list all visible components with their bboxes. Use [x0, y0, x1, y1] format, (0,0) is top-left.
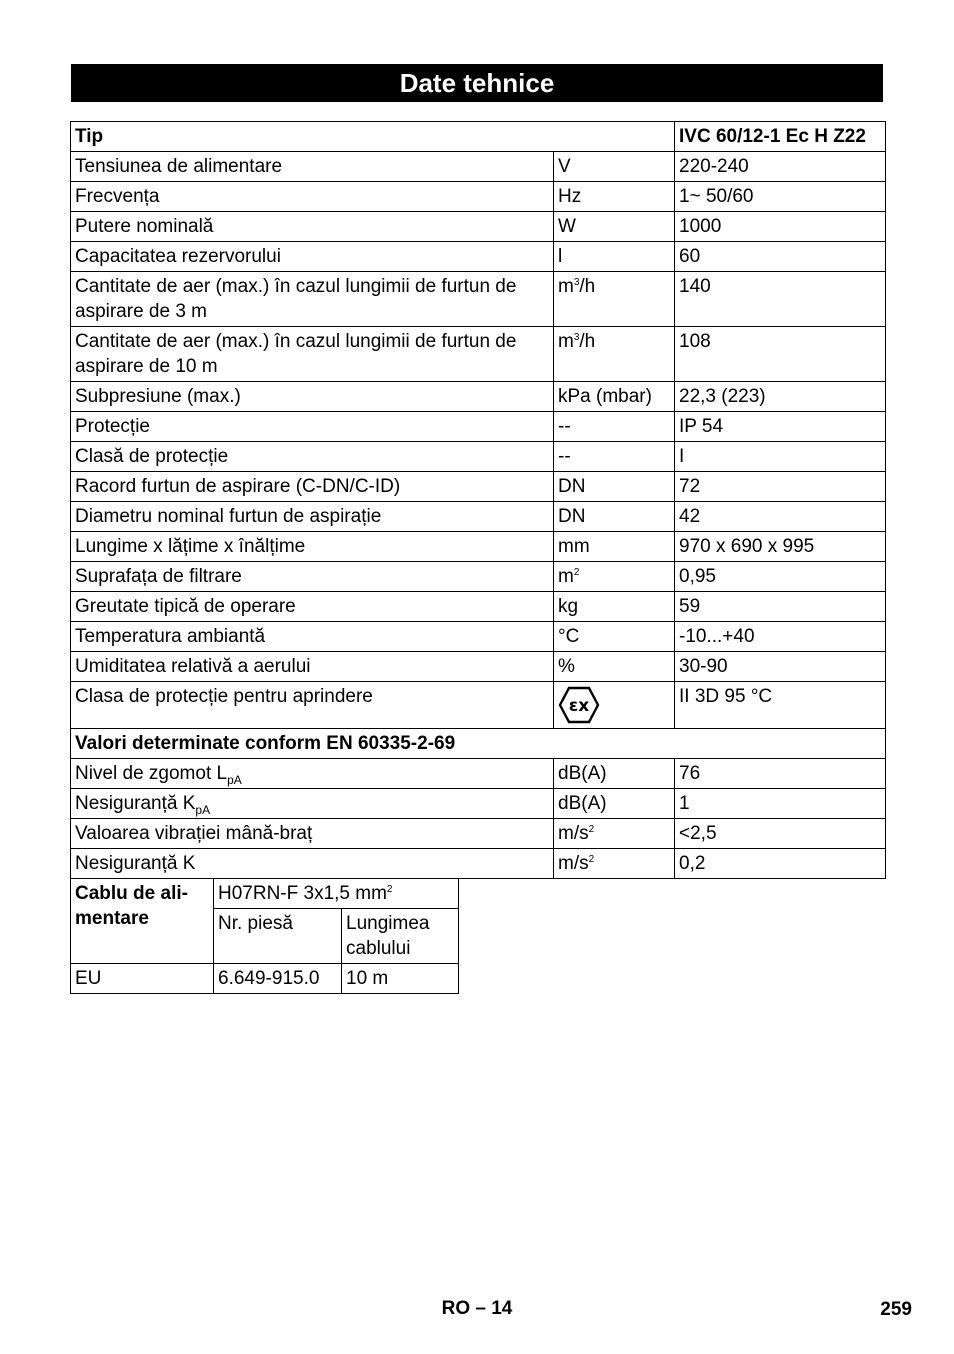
footer-section-label: RO – 14: [441, 1298, 513, 1319]
table-row: [71, 182, 886, 212]
table-row: [71, 472, 886, 502]
value-cell: 1000: [675, 212, 886, 242]
unit-superscript: 2: [573, 567, 580, 578]
param-cell: Cantitate de aer (max.) în cazul lungimii de furtun de aspirare de 10 m: [71, 327, 554, 382]
table-row: [71, 502, 886, 532]
unit-superscript: 2: [588, 824, 595, 835]
unit-cell: DN: [554, 502, 675, 532]
unit-cell: kPa (mbar): [554, 382, 675, 412]
part-number-cell: 6.649-915.0: [214, 964, 342, 994]
table-row: [71, 819, 886, 849]
value-cell: 970 x 690 x 995: [675, 532, 886, 562]
model-name: IVC 60/12-1 Ec H Z22: [675, 122, 886, 152]
cable-type-base: H07RN-F 3x1,5 mm: [218, 883, 387, 904]
table-row: [71, 652, 886, 682]
cable-label-line1: Cablu de ali-: [75, 883, 188, 904]
unit-superscript: 3: [573, 277, 580, 288]
table-row: [71, 382, 886, 412]
ex-hexagon-icon: [558, 686, 600, 724]
table-row: [71, 789, 886, 819]
table-row: [71, 532, 886, 562]
section-heading: Valori determinate conform EN 60335-2-69: [71, 729, 886, 759]
cable-type-superscript: 2: [386, 884, 393, 895]
unit-rest: /h: [579, 331, 596, 352]
unit-base: m: [558, 566, 574, 587]
cable-length-header: [342, 909, 459, 964]
unit-cell: mm: [554, 532, 675, 562]
table-row: [71, 682, 886, 729]
value-cell: 140: [675, 272, 886, 327]
table-row: [71, 327, 886, 382]
cable-label-line2: mentare: [75, 908, 149, 929]
unit-superscript: 2: [588, 854, 595, 865]
value-cell: 1~ 50/60: [675, 182, 886, 212]
table-row: [71, 849, 886, 879]
unit-cell: %: [554, 652, 675, 682]
unit-base: m: [558, 331, 574, 352]
cable-length-cell: 10 m: [342, 964, 459, 994]
param-cell: Suprafața de filtrare: [71, 562, 554, 592]
table-row: [71, 592, 886, 622]
value-cell: I: [675, 442, 886, 472]
unit-cell: [554, 682, 675, 729]
cable-length-header-line2: cablului: [346, 938, 411, 959]
table-row: [71, 562, 886, 592]
unit-cell: °C: [554, 622, 675, 652]
cable-type-row: [71, 879, 459, 909]
value-cell: 0,2: [675, 849, 886, 879]
param-cell: [71, 759, 554, 789]
cable-type: [214, 879, 459, 909]
unit-cell: [554, 849, 675, 879]
value-cell: <2,5: [675, 819, 886, 849]
param-cell: Racord furtun de aspirare (C-DN/C-ID): [71, 472, 554, 502]
param-cell: Clasă de protecție: [71, 442, 554, 472]
param-cell: Valoarea vibrației mână-braț: [71, 819, 554, 849]
value-cell: 22,3 (223): [675, 382, 886, 412]
table-row: [71, 272, 886, 327]
unit-cell: [554, 272, 675, 327]
value-cell: 60: [675, 242, 886, 272]
unit-base: m: [558, 276, 574, 297]
unit-cell: [554, 819, 675, 849]
svg-text:ɛx: ɛx: [568, 696, 590, 716]
value-cell: 1: [675, 789, 886, 819]
cable-length-header-line1: Lungimea: [346, 913, 430, 934]
unit-cell: DN: [554, 472, 675, 502]
table-row: [71, 412, 886, 442]
unit-superscript: 3: [573, 332, 580, 343]
table-header-row: [71, 122, 886, 152]
table-row: [71, 152, 886, 182]
unit-cell: --: [554, 442, 675, 472]
value-cell: 76: [675, 759, 886, 789]
value-cell: 220-240: [675, 152, 886, 182]
value-cell: 42: [675, 502, 886, 532]
page-number: 259: [880, 1299, 912, 1320]
value-cell: 108: [675, 327, 886, 382]
value-cell: 0,95: [675, 562, 886, 592]
unit-base: m/s: [558, 853, 589, 874]
technical-data-table: [70, 121, 886, 879]
unit-base: m/s: [558, 823, 589, 844]
param-cell: Protecție: [71, 412, 554, 442]
param-cell: Tensiunea de alimentare: [71, 152, 554, 182]
unit-cell: --: [554, 412, 675, 442]
unit-cell: kg: [554, 592, 675, 622]
param-cell: Frecvența: [71, 182, 554, 212]
unit-cell: l: [554, 242, 675, 272]
value-cell: 30-90: [675, 652, 886, 682]
unit-cell: V: [554, 152, 675, 182]
type-label: Tip: [71, 122, 675, 152]
table-row: [71, 442, 886, 472]
value-cell: -10...+40: [675, 622, 886, 652]
page-title: Date tehnice: [71, 64, 883, 102]
unit-cell: W: [554, 212, 675, 242]
power-cable-table: [70, 878, 459, 994]
param-cell: Umiditatea relativă a aerului: [71, 652, 554, 682]
param-cell: Subpresiune (max.): [71, 382, 554, 412]
table-row: [71, 622, 886, 652]
param-cell: Lungime x lățime x înălțime: [71, 532, 554, 562]
param-cell: Nesiguranță K: [71, 849, 554, 879]
value-cell: II 3D 95 °C: [675, 682, 886, 729]
param-base: Nesiguranță K: [75, 793, 196, 814]
part-number-header: Nr. piesă: [214, 909, 342, 964]
param-cell: Capacitatea rezervorului: [71, 242, 554, 272]
unit-cell: [554, 562, 675, 592]
param-cell: Cantitate de aer (max.) în cazul lungimii de furtun de aspirare de 3 m: [71, 272, 554, 327]
param-subscript: pA: [227, 773, 242, 787]
param-cell: Temperatura ambiantă: [71, 622, 554, 652]
param-cell: Greutate tipică de operare: [71, 592, 554, 622]
param-cell: Diametru nominal furtun de aspirație: [71, 502, 554, 532]
value-cell: 72: [675, 472, 886, 502]
value-cell: IP 54: [675, 412, 886, 442]
unit-cell: Hz: [554, 182, 675, 212]
table-row: [71, 759, 886, 789]
param-cell: Clasa de protecție pentru aprindere: [71, 682, 554, 729]
region-cell: EU: [71, 964, 214, 994]
table-row: [71, 242, 886, 272]
param-base: Nivel de zgomot L: [75, 763, 228, 784]
value-cell: 59: [675, 592, 886, 622]
param-cell: Putere nominală: [71, 212, 554, 242]
cable-label: [71, 879, 214, 964]
table-row: [71, 212, 886, 242]
unit-rest: /h: [579, 276, 596, 297]
unit-cell: [554, 327, 675, 382]
param-cell: [71, 789, 554, 819]
param-subscript: pA: [195, 803, 211, 817]
table-row: [71, 964, 459, 994]
unit-cell: dB(A): [554, 789, 675, 819]
unit-cell: dB(A): [554, 759, 675, 789]
section-heading-row: [71, 729, 886, 759]
